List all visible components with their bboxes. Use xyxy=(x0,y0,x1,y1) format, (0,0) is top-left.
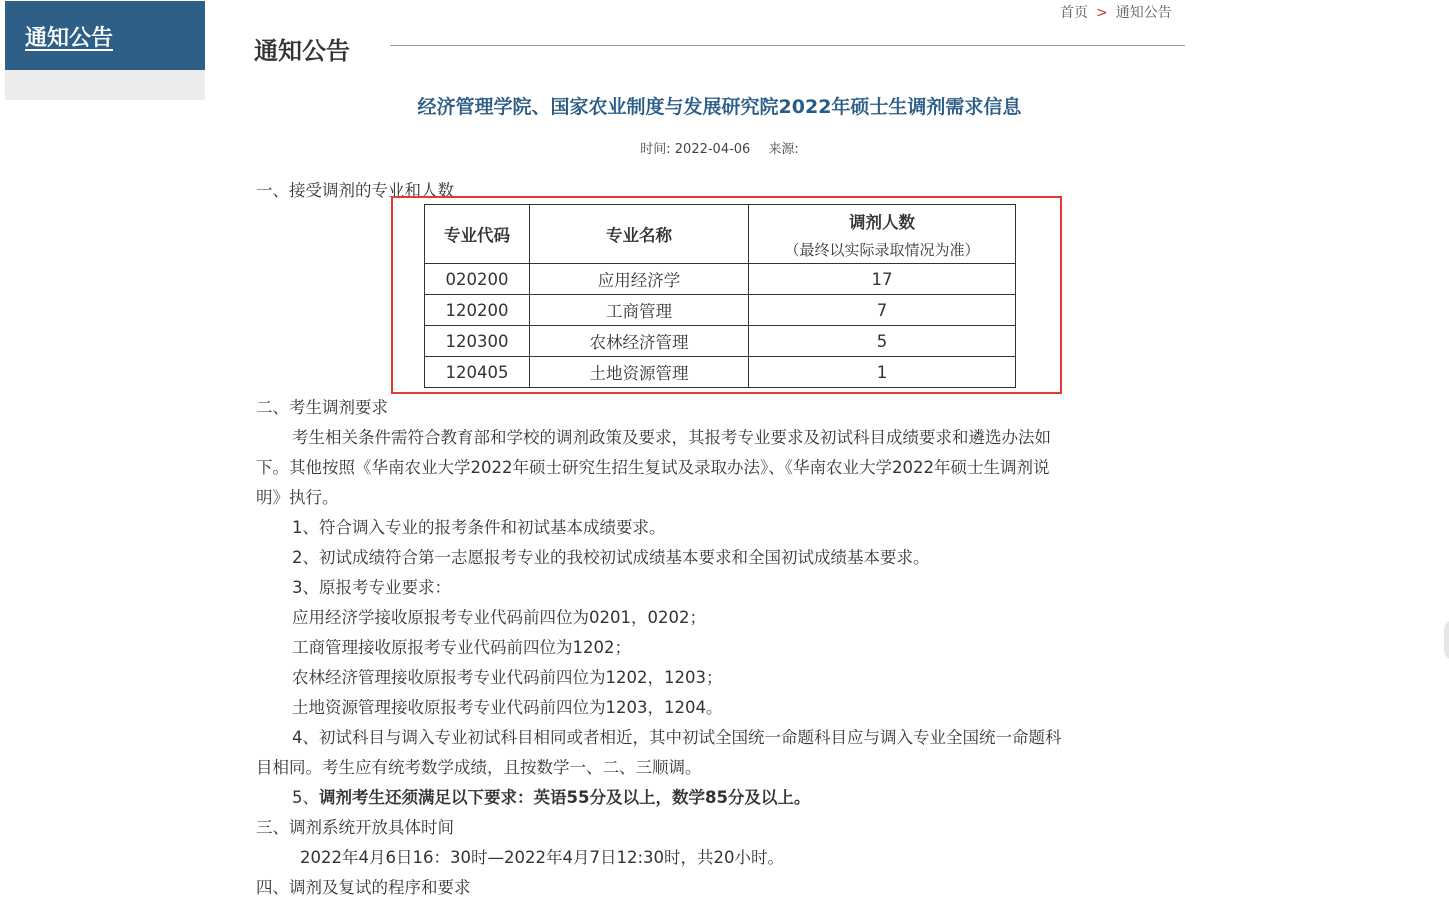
requirement-item-3: 3、原报考专业要求： xyxy=(292,578,451,597)
cell-count: 7 xyxy=(749,295,1016,326)
cell-name: 应用经济学 xyxy=(530,264,749,295)
header-code: 专业代码 xyxy=(425,205,530,264)
cell-code: 120405 xyxy=(425,357,530,388)
cell-name: 农林经济管理 xyxy=(530,326,749,357)
time-value: 2022-04-06 xyxy=(674,142,751,157)
sidebar-header xyxy=(5,1,205,70)
item5-bold-text: 调剂考生还须满足以下要求：英语55分及以上，数学85分及以上。 xyxy=(319,788,811,807)
breadcrumb xyxy=(1060,2,1172,22)
article-meta xyxy=(254,138,1185,157)
requirement-item-5 xyxy=(292,784,810,808)
section-heading-3: 三、调剂系统开放具体时间 xyxy=(256,818,454,837)
major-requirement: 土地资源管理接收原报考专业代码前四位为1203，1204。 xyxy=(292,698,723,717)
highlight-box xyxy=(391,196,1062,394)
breadcrumb-separator: > xyxy=(1096,5,1108,21)
cell-name: 工商管理 xyxy=(530,295,749,326)
major-requirement: 应用经济学接收原报考专业代码前四位为0201，0202； xyxy=(292,608,706,627)
requirement-item-4-cont: 目相同。考生应有统考数学成绩，且按数学一、二、三顺调。 xyxy=(256,758,702,777)
open-time-detail: 2022年4月6日16：30时—2022年4月7日12:30时，共20小时。 xyxy=(300,848,785,867)
paragraph-line: 明》执行。 xyxy=(256,488,339,507)
breadcrumb-home-link[interactable]: 首页 xyxy=(1060,5,1088,21)
article-title: 经济管理学院、国家农业制度与发展研究院2022年硕士生调剂需求信息 xyxy=(417,96,1022,118)
cell-code: 120300 xyxy=(425,326,530,357)
section-heading-2: 二、考生调剂要求 xyxy=(256,398,388,417)
side-scroll-handle[interactable] xyxy=(1444,620,1449,660)
cell-code: 020200 xyxy=(425,264,530,295)
item5-prefix: 5、 xyxy=(292,788,319,807)
cell-code: 120200 xyxy=(425,295,530,326)
paragraph-line: 考生相关条件需符合教育部和学校的调剂政策及要求，其报考专业要求及初试科目成绩要求和遴选办法如 xyxy=(292,428,1051,447)
cell-name: 土地资源管理 xyxy=(530,357,749,388)
breadcrumb-current-link[interactable]: 通知公告 xyxy=(1115,5,1172,21)
cell-count: 5 xyxy=(749,326,1016,357)
header-count-note: （最终以实际录取情况为准） xyxy=(784,240,980,259)
cell-count: 17 xyxy=(749,264,1016,295)
sidebar-title[interactable]: 通知公告 xyxy=(25,26,114,51)
requirement-item-4: 4、初试科目与调入专业初试科目相同或者相近，其中初试全国统一命题科目应与调入专业全国统一命题科 xyxy=(292,728,1062,747)
time-label: 时间: xyxy=(640,142,671,157)
header-name: 专业名称 xyxy=(530,205,749,264)
header-count-label: 调剂人数 xyxy=(849,212,915,232)
section-heading-4: 四、调剂及复试的程序和要求 xyxy=(256,878,471,897)
paragraph-line: 下。其他按照《华南农业大学2022年硕士研究生招生复试及录取办法》、《华南农业大学2022年硕士生调剂说 xyxy=(256,458,1050,477)
section-heading-1: 一、接受调剂的专业和人数 xyxy=(256,181,454,200)
sidebar-spacer xyxy=(5,70,205,100)
cell-count: 1 xyxy=(749,357,1016,388)
title-divider xyxy=(390,45,1185,46)
major-requirement: 工商管理接收原报考专业代码前四位为1202； xyxy=(292,638,631,657)
requirement-item-1: 1、符合调入专业的报考条件和初试基本成绩要求。 xyxy=(292,518,666,537)
source-label: 来源: xyxy=(768,142,799,157)
major-requirement: 农林经济管理接收原报考专业代码前四位为1202，1203； xyxy=(292,668,723,687)
requirement-item-2: 2、初试成绩符合第一志愿报考专业的我校初试成绩基本要求和全国初试成绩基本要求。 xyxy=(292,548,930,567)
page-title: 通知公告 xyxy=(254,37,350,65)
